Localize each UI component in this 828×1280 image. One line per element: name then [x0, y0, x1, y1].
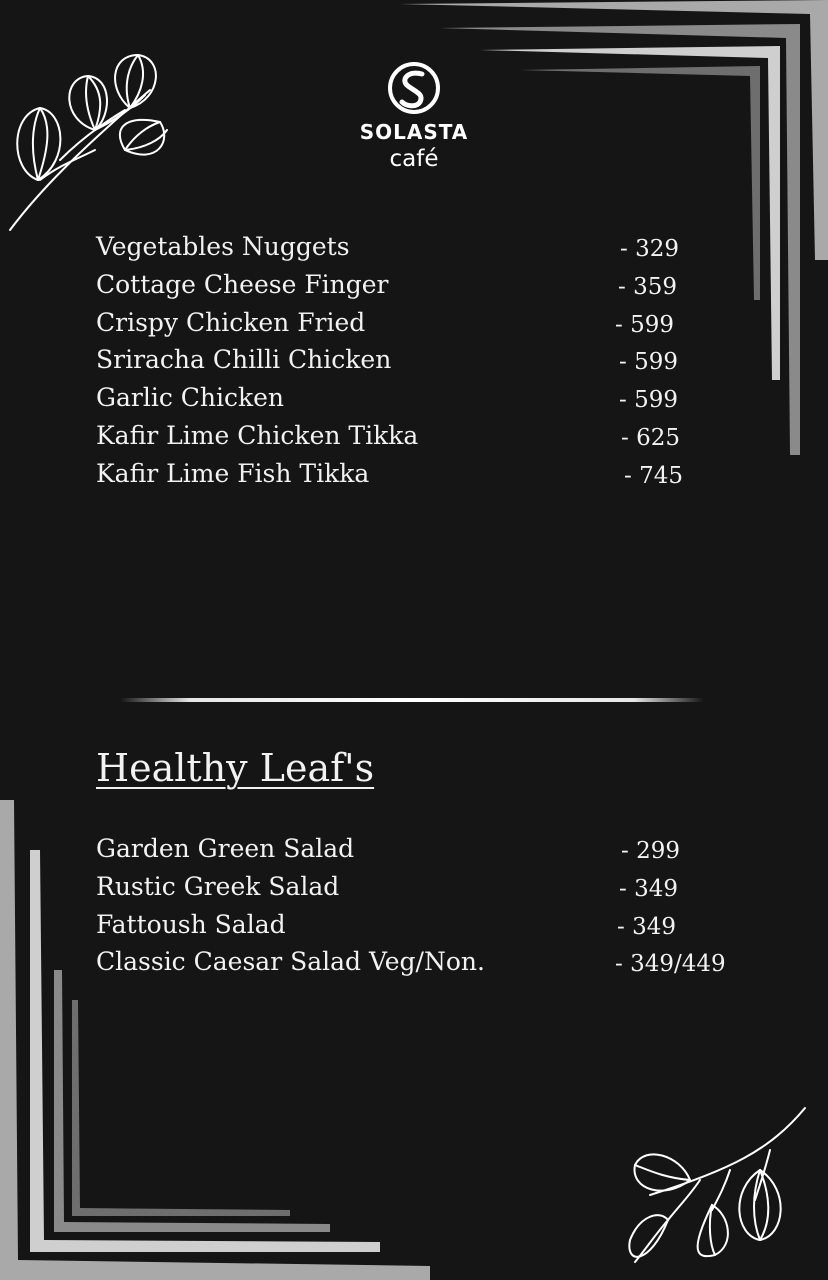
- menu-item: [96, 459, 736, 497]
- menu-item: [96, 270, 736, 308]
- menu-item-name: Rustic Greek Salad: [96, 871, 340, 901]
- menu-item: [96, 910, 736, 948]
- brand-name: SOLASTA: [359, 120, 469, 144]
- solasta-logo-icon: [386, 60, 442, 116]
- menu-item-price: - 329: [620, 236, 679, 262]
- menu-item-name: Kafir Lime Fish Tikka: [96, 458, 370, 488]
- menu-item-price: - 625: [621, 424, 680, 451]
- menu-item: [96, 232, 736, 270]
- menu-item-price: - 359: [618, 273, 677, 300]
- starters-menu-list: [96, 232, 736, 497]
- menu-item: [96, 421, 736, 459]
- menu-item-price: - 599: [615, 311, 674, 338]
- healthy-menu-list: [96, 834, 736, 985]
- menu-item-price: - 599: [619, 349, 678, 376]
- menu-item-name: Crispy Chicken Fried: [96, 307, 366, 337]
- menu-item-name: Garlic Chicken: [96, 383, 285, 413]
- brand-subtitle: café: [389, 146, 439, 172]
- menu-item-name: Cottage Cheese Finger: [96, 269, 389, 299]
- menu-item-name: Kafir Lime Chicken Tikka: [96, 420, 419, 450]
- menu-item-name: Garden Green Salad: [96, 834, 355, 863]
- menu-item-price: - 349: [617, 913, 676, 940]
- menu-item-price: - 349/449: [615, 951, 726, 978]
- menu-item: [96, 947, 736, 985]
- menu-item-price: - 349: [619, 875, 678, 902]
- menu-item-name: Vegetables Nuggets: [96, 232, 350, 261]
- menu-item: [96, 308, 736, 346]
- floral-branch-bottom-right: [629, 1108, 805, 1262]
- menu-item-price: - 745: [624, 462, 683, 489]
- menu-item-name: Fattoush Salad: [96, 909, 286, 939]
- menu-item: [96, 345, 736, 383]
- floral-branch-top-left: [10, 55, 167, 230]
- menu-item: [96, 872, 736, 910]
- section-divider: [120, 698, 704, 702]
- menu-item: [96, 834, 736, 872]
- menu-item: [96, 383, 736, 421]
- menu-item-price: - 299: [621, 838, 680, 864]
- brand-logo: [344, 60, 484, 172]
- menu-item-name: Sriracha Chilli Chicken: [96, 345, 392, 375]
- section-title: Healthy Leaf's: [96, 746, 375, 790]
- menu-item-name: Classic Caesar Salad Veg/Non.: [96, 947, 485, 977]
- menu-item-price: - 599: [619, 387, 678, 414]
